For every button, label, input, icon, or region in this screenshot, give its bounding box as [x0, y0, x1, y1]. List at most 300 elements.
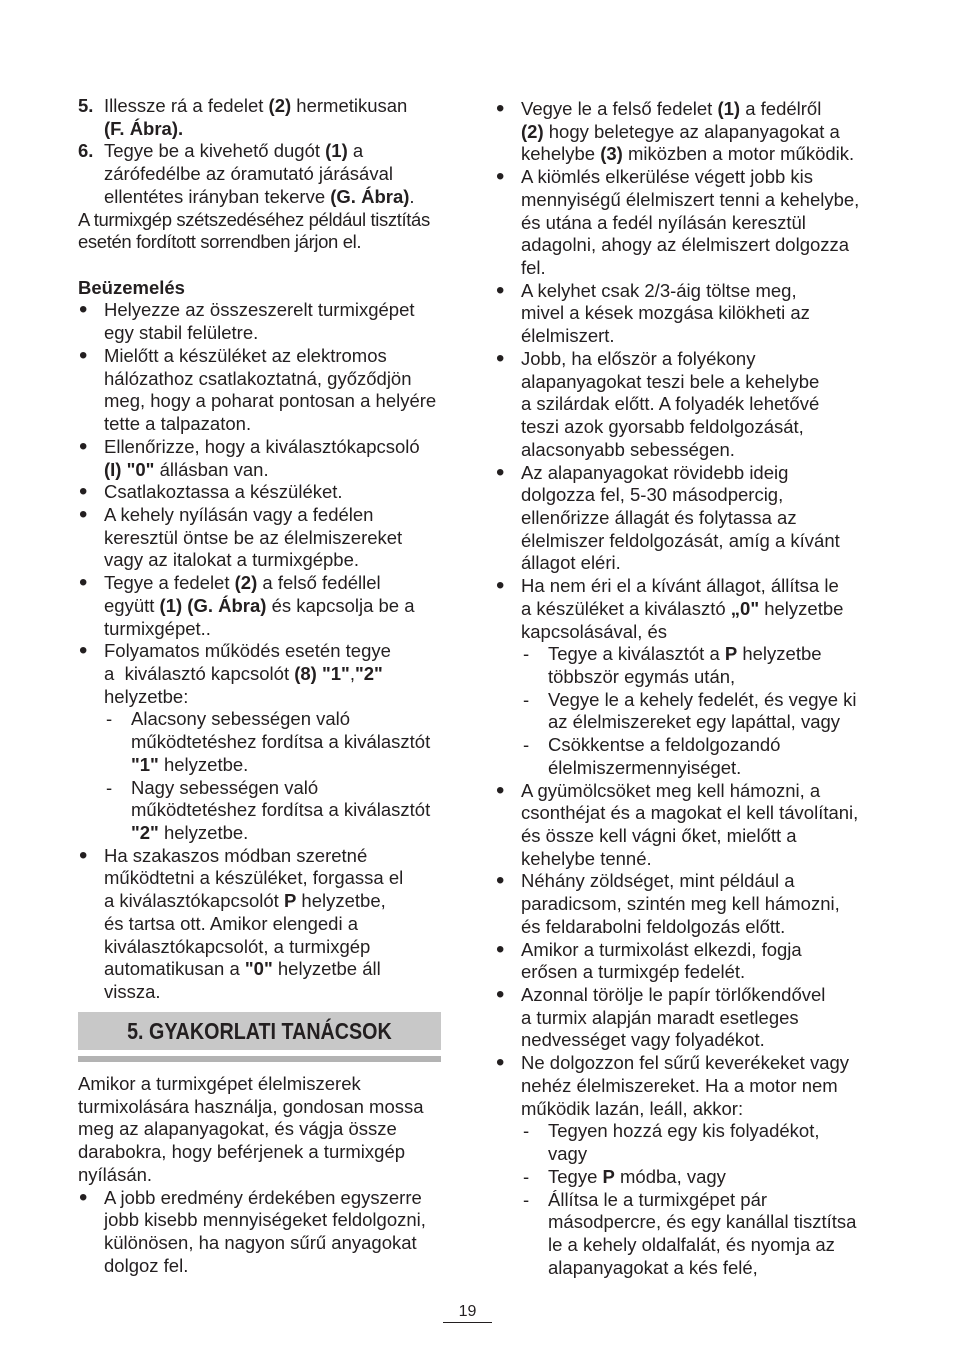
- tips-continued-list: [495, 95, 875, 1279]
- text-line: [131, 777, 444, 800]
- text-line: [521, 530, 875, 553]
- bold-text: "2": [354, 662, 383, 684]
- text-run: hermetikusan: [291, 95, 408, 116]
- item-text: [521, 734, 875, 779]
- text-run: A kehely nyílásán vagy a fedélen: [104, 503, 374, 525]
- left-column: [78, 0, 444, 1354]
- text-run: helyzetbe.: [158, 753, 249, 775]
- bold-text: (1): [325, 140, 348, 162]
- text-run: és kapcsolja be a: [266, 594, 415, 616]
- text-line: [521, 1075, 875, 1098]
- text-line: [78, 231, 444, 254]
- text-run: zárófedélbe az óramutató járásával: [104, 163, 393, 185]
- bullet-marker: •: [79, 500, 88, 528]
- text-run: A gyümölcsöket meg kell hámozni, a: [521, 779, 821, 801]
- commissioning-section: [78, 277, 444, 1004]
- text-run: és tartsa ott. Amikor elengedi a: [104, 912, 358, 934]
- step-number: 6.: [78, 140, 94, 162]
- text-run: Illessze rá a fedelet: [104, 95, 269, 116]
- text-run: élelmiszert.: [521, 325, 615, 347]
- text-line: [548, 1234, 875, 1257]
- item-text: [104, 777, 444, 845]
- text-line: [104, 867, 444, 890]
- page-number: 19: [458, 1303, 477, 1320]
- dash-item: [104, 777, 444, 845]
- text-line: [104, 1187, 444, 1210]
- text-line: [104, 663, 444, 686]
- numbered-steps: [78, 95, 444, 209]
- text-run: a készüléket a kiválasztó: [521, 597, 731, 619]
- item-text: [521, 1166, 875, 1189]
- text-line: [104, 936, 444, 959]
- text-line: [104, 345, 444, 368]
- text-line: [521, 598, 875, 621]
- dash-item: [521, 734, 875, 779]
- text-run: Tegye: [548, 1165, 603, 1187]
- numbered-step: [78, 95, 444, 140]
- item-text: [521, 1120, 875, 1165]
- bullet-marker: •: [79, 432, 88, 460]
- item-text: [495, 1049, 875, 1279]
- text-line: [104, 640, 444, 663]
- dash-marker: -: [523, 1120, 530, 1142]
- text-run: alapanyagokat a kés felé,: [548, 1256, 758, 1278]
- text-run: nehéz élelmiszereket. Ha a motor nem: [521, 1074, 838, 1096]
- tips-intro: [78, 1073, 444, 1187]
- dash-item: [104, 708, 444, 776]
- text-line: [104, 913, 444, 936]
- text-run: jobb kisebb mennyiségeket feldolgozni,: [104, 1209, 426, 1231]
- bold-text: P: [724, 643, 738, 665]
- text-line: [104, 95, 444, 118]
- text-run: A kelyhet csak 2/3-áig töltse meg,: [521, 279, 797, 301]
- item-text: [495, 163, 875, 280]
- text-run: a turmix alapján maradt esetleges: [521, 1006, 799, 1028]
- text-run: kehelybe: [521, 143, 601, 165]
- bullet-marker: •: [496, 981, 505, 1009]
- text-run: miközben a motor működik.: [622, 143, 855, 165]
- text-run: mennyiségű élelmiszert tenni a kehelybe,: [521, 188, 860, 210]
- text-run: Az alapanyagokat rövidebb ideig: [521, 461, 789, 483]
- text-line: [521, 143, 875, 166]
- text-run: Alacsony sebességen való: [131, 708, 351, 730]
- text-run: Ne dolgozzon fel sűrű keverékeket vagy: [521, 1052, 850, 1074]
- text-run: kehelybe tenné.: [521, 847, 652, 869]
- text-run: turmixgépet..: [104, 617, 211, 639]
- text-line: [104, 1209, 444, 1232]
- bold-text: „0": [730, 597, 760, 619]
- text-run: ellenőrizze állagát és folytassa az: [521, 506, 797, 528]
- text-run: paradicsom, szintén meg kell hámozni,: [521, 893, 840, 915]
- text-line: [104, 413, 444, 436]
- text-run: élelmiszer feldolgozását, amíg a kívánt: [521, 529, 840, 551]
- bullet-marker: •: [496, 95, 505, 122]
- text-run: Mielőtt a készüléket az elektromos: [104, 344, 387, 366]
- bold-text: "0": [244, 958, 273, 980]
- text-line: [104, 436, 444, 459]
- bullet-marker: •: [496, 776, 505, 804]
- text-run: Helyezze az összeszerelt turmixgépet: [104, 299, 415, 321]
- section-divider: [78, 1056, 441, 1062]
- text-line: [521, 984, 875, 1007]
- text-run: Vegye le a kehely fedelét, és vegye ki: [548, 688, 857, 710]
- item-text: [78, 296, 444, 344]
- text-line: [521, 393, 875, 416]
- text-line: [521, 802, 875, 825]
- bold-text: (8) "1": [294, 662, 350, 684]
- bullet-marker: •: [496, 935, 505, 963]
- bold-text: (2): [268, 95, 292, 116]
- text-line: [548, 666, 875, 689]
- text-line: [131, 731, 444, 754]
- text-line: [521, 462, 875, 485]
- text-line: [548, 1143, 875, 1166]
- bold-text: (2): [521, 120, 544, 142]
- item-text: [495, 344, 875, 462]
- text-line: [521, 212, 875, 235]
- text-line: [104, 118, 444, 141]
- item-text: [78, 341, 444, 436]
- bullet-item: [78, 432, 444, 481]
- commissioning-list: [78, 296, 444, 1003]
- item-text: [521, 643, 875, 688]
- bullet-marker: •: [79, 841, 88, 869]
- dash-marker: -: [523, 1188, 530, 1210]
- text-line: [521, 1098, 875, 1121]
- text-run: keresztül öntse be az élelmiszereket: [104, 526, 403, 548]
- bold-text: (1): [717, 98, 741, 119]
- bullet-item: [78, 478, 444, 506]
- bullet-marker: •: [496, 163, 505, 191]
- text-run: kapcsolásával, és: [521, 620, 668, 642]
- right-column: [495, 0, 875, 1354]
- text-line: [521, 234, 875, 257]
- bullet-item: [495, 276, 875, 348]
- text-run: és utána a fedél nyílásán keresztül: [521, 211, 806, 233]
- text-line: [78, 1073, 444, 1096]
- item-text: [495, 867, 875, 938]
- bullet-item: [78, 637, 444, 844]
- text-run: nyílásán.: [78, 1163, 153, 1185]
- text-run: adagolni, ahogy az élelmiszert dolgozza: [521, 234, 850, 256]
- step-number: 5.: [78, 95, 94, 116]
- text-run: az élelmiszereket egy lapáttal, vagy: [548, 711, 841, 733]
- text-line: [521, 621, 875, 644]
- text-run: ellentétes irányban tekerve: [104, 185, 331, 207]
- text-line: [521, 893, 875, 916]
- bullet-item: [495, 981, 875, 1052]
- text-run: helyzetbe,: [296, 890, 386, 912]
- text-line: [104, 368, 444, 391]
- text-line: [104, 686, 444, 709]
- text-line: [521, 371, 875, 394]
- text-line: [104, 1232, 444, 1255]
- item-text: [104, 708, 444, 776]
- text-run: vagy: [548, 1143, 588, 1165]
- text-run: A kiömlés elkerülése végett jobb kis: [521, 166, 814, 188]
- item-text: [78, 95, 444, 140]
- bullet-item: [78, 841, 444, 1004]
- item-text: [78, 500, 444, 572]
- text-line: [548, 689, 875, 712]
- dash-marker: -: [523, 643, 530, 665]
- text-line: [521, 1029, 875, 1052]
- text-line: [104, 186, 444, 209]
- item-text: [78, 432, 444, 481]
- bold-text: P: [283, 890, 297, 912]
- text-line: [104, 572, 444, 595]
- text-run: Amikor a turmixgépet élelmiszerek: [78, 1073, 361, 1094]
- text-line: [521, 848, 875, 871]
- bullet-item: [495, 344, 875, 462]
- bullet-marker: •: [79, 296, 88, 324]
- text-run: turmixolására használja, gondosan mossa: [78, 1095, 424, 1117]
- text-run: helyzetbe.: [158, 822, 249, 843]
- text-run: hálózathoz csatlakoztatná, győződjön: [104, 367, 412, 389]
- item-text: [495, 572, 875, 779]
- text-line: [521, 961, 875, 984]
- text-run: A turmixgép szétszedéséhez például tisztítás: [78, 208, 430, 230]
- item-text: [78, 1183, 444, 1278]
- text-run: helyzetbe:: [104, 685, 189, 707]
- bullet-marker: •: [79, 341, 88, 369]
- dash-item: [521, 1166, 875, 1189]
- text-line: [131, 708, 444, 731]
- text-run: Azonnal törölje le papír törlőkendővel: [521, 984, 826, 1006]
- text-run: vagy az italokat a turmixgépbe.: [104, 549, 360, 571]
- text-run: Tegyen hozzá egy kis folyadékot,: [548, 1120, 820, 1142]
- text-run: Ha szakaszos módban szeretné: [104, 844, 368, 866]
- text-line: [521, 439, 875, 462]
- text-run: működtetéshez fordítsa a kiválasztót: [131, 799, 431, 821]
- text-line: [104, 299, 444, 322]
- dash-item: [521, 643, 875, 688]
- item-text: [495, 935, 875, 984]
- text-line: [521, 916, 875, 939]
- dash-marker: -: [106, 708, 113, 730]
- numbered-step: [78, 140, 444, 208]
- text-line: [548, 1166, 875, 1189]
- text-run: dolgoz fel.: [104, 1254, 189, 1276]
- text-line: [521, 484, 875, 507]
- text-run: automatikusan a: [104, 958, 245, 980]
- text-run: alacsonyabb sebességen.: [521, 438, 735, 460]
- text-run: módba, vagy: [614, 1165, 726, 1187]
- text-line: [521, 280, 875, 303]
- bold-text: (G. Ábra): [330, 185, 410, 207]
- text-run: Tegye a kiválasztót a: [548, 643, 725, 665]
- text-run: helyzetbe: [737, 643, 822, 665]
- text-run: Nagy sebességen való: [131, 776, 319, 798]
- text-line: [548, 734, 875, 757]
- bullet-marker: •: [496, 1049, 505, 1077]
- text-run: és feldarabolni feldolgozás előtt.: [521, 915, 786, 937]
- item-text: [521, 1189, 875, 1280]
- text-run: Amikor a turmixolást elkezdi, fogja: [521, 938, 802, 960]
- text-run: ,: [349, 662, 355, 684]
- text-line: [104, 845, 444, 868]
- text-line: [78, 1096, 444, 1119]
- text-line: [104, 1255, 444, 1278]
- text-run: dolgozza fel, 5-30 másodpercig,: [521, 484, 784, 506]
- text-line: [521, 325, 875, 348]
- text-line: [78, 209, 444, 232]
- bullet-marker: •: [496, 572, 505, 600]
- text-run: hogy beletegye az alapanyagokat a: [543, 120, 840, 142]
- dash-marker: -: [106, 776, 113, 798]
- item-text: [78, 637, 444, 844]
- dash-marker: -: [523, 1165, 530, 1187]
- text-run: mivel a kések mozgása kilökheti az: [521, 302, 810, 324]
- text-line: [521, 302, 875, 325]
- bullet-marker: •: [496, 867, 505, 895]
- text-line: [104, 163, 444, 186]
- text-line: [521, 348, 875, 371]
- text-run: .: [409, 185, 415, 207]
- text-run: Állítsa le a turmixgépet pár: [548, 1188, 768, 1210]
- bullet-marker: •: [79, 637, 88, 665]
- dash-item: [521, 689, 875, 734]
- text-run: együtt: [104, 594, 160, 616]
- text-run: tette a talpazaton.: [104, 413, 252, 435]
- text-line: [104, 390, 444, 413]
- text-line: [548, 757, 875, 780]
- text-run: működtetni a készüléket, forgassa el: [104, 867, 404, 889]
- text-run: élelmiszermennyiséget.: [548, 756, 742, 778]
- text-line: [521, 939, 875, 962]
- text-run: Vegye le a felső fedelet: [521, 98, 718, 119]
- section-heading: 5. GYAKORLATI TANÁCSOK: [127, 1018, 392, 1044]
- text-run: működtetéshez fordítsa a kiválasztót: [131, 731, 431, 753]
- text-line: [521, 870, 875, 893]
- text-line: [104, 459, 444, 482]
- item-text: [78, 841, 444, 1004]
- text-line: [104, 890, 444, 913]
- bullet-item: [495, 163, 875, 280]
- text-line: [548, 711, 875, 734]
- dash-marker: -: [523, 688, 530, 710]
- item-text: [495, 95, 875, 166]
- text-line: [521, 1052, 875, 1075]
- text-run: helyzetbe: [759, 597, 844, 619]
- text-line: [548, 643, 875, 666]
- dash-item: [521, 1120, 875, 1165]
- text-run: állagot eléri.: [521, 552, 621, 574]
- bold-text: (F. Ábra).: [104, 117, 184, 139]
- text-line: [104, 958, 444, 981]
- text-line: [104, 481, 444, 504]
- text-line: [521, 1007, 875, 1030]
- text-run: meg, hogy a poharat pontosan a helyére: [104, 390, 437, 412]
- bold-text: P: [602, 1165, 615, 1187]
- text-line: [104, 549, 444, 572]
- text-run: Tegye be a kivehető dugót: [104, 140, 326, 162]
- bold-text: (2): [234, 572, 258, 594]
- text-line: [521, 552, 875, 575]
- text-run: Jobb, ha először a folyékony: [521, 347, 756, 369]
- text-run: a kiválasztó kapcsolót: [104, 662, 295, 684]
- text-run: fel.: [521, 257, 546, 279]
- bullet-item: [78, 569, 444, 640]
- text-run: Csatlakoztassa a készüléket.: [104, 481, 343, 503]
- text-run: Ha nem éri el a kívánt állagot, állítsa le: [521, 575, 839, 597]
- text-run: különösen, ha nagyon sűrű anyagokat: [104, 1232, 417, 1254]
- text-line: [521, 121, 875, 144]
- text-line: [521, 825, 875, 848]
- item-text: [495, 981, 875, 1052]
- bullet-marker: •: [79, 569, 88, 597]
- page-footer: [443, 1302, 492, 1323]
- text-line: [521, 166, 875, 189]
- text-line: [521, 780, 875, 803]
- bullet-item: [495, 935, 875, 984]
- text-run: csonthéjat és a magokat el kell távolítani,: [521, 802, 859, 824]
- text-line: [78, 1118, 444, 1141]
- text-run: állásban van.: [154, 458, 269, 480]
- text-run: Folyamatos működés esetén tegye: [104, 640, 391, 662]
- bullet-item: [495, 1049, 875, 1279]
- item-text: [495, 458, 875, 576]
- text-line: [131, 754, 444, 777]
- text-run: Ellenőrizze, hogy a kiválasztókapcsoló: [104, 435, 420, 457]
- text-run: a szilárdak előtt. A folyadék lehetővé: [521, 393, 820, 415]
- bullet-item: [78, 500, 444, 572]
- bold-text: (3): [600, 143, 623, 165]
- item-text: [495, 276, 875, 348]
- text-run: nedvességet vagy folyadékot.: [521, 1029, 765, 1051]
- bold-text: "2": [131, 822, 159, 843]
- text-run: esetén fordított sorrendben járjon el.: [78, 231, 362, 253]
- text-run: egy stabil felületre.: [104, 322, 259, 344]
- text-line: [548, 1211, 875, 1234]
- text-run: kiválasztókapcsolót, a turmixgép: [104, 935, 371, 957]
- text-line: [78, 1141, 444, 1164]
- text-run: Csökkentse a feldolgozandó: [548, 734, 781, 756]
- text-run: a kiválasztókapcsolót: [104, 890, 284, 912]
- text-line: [521, 507, 875, 530]
- bullet-marker: •: [496, 458, 505, 486]
- text-run: a fedélről: [740, 98, 822, 119]
- text-run: meg az alapanyagokat, és vágja össze: [78, 1118, 397, 1140]
- text-line: [104, 322, 444, 345]
- tips-list: [78, 1183, 444, 1278]
- bold-text: (I) "0": [104, 458, 155, 480]
- text-line: [521, 98, 875, 121]
- text-run: alapanyagokat teszi bele a kehelybe: [521, 370, 820, 392]
- item-text: [78, 569, 444, 640]
- text-line: [548, 1120, 875, 1143]
- section-heading-bar: [78, 1012, 441, 1050]
- bullet-marker: •: [496, 276, 505, 304]
- item-text: [78, 478, 444, 506]
- commissioning-heading: Beüzemelés: [78, 276, 185, 298]
- bullet-marker: •: [79, 478, 88, 506]
- tips-flow: [78, 1073, 444, 1277]
- text-line: [104, 618, 444, 641]
- item-text: [495, 776, 875, 871]
- bullet-item: [495, 458, 875, 576]
- text-line: [104, 527, 444, 550]
- text-run: Néhány zöldséget, mint például a: [521, 870, 795, 892]
- text-line: [521, 575, 875, 598]
- bullet-item: [78, 1183, 444, 1278]
- text-run: a felső fedéllel: [257, 572, 381, 594]
- text-run: többször egymás után,: [548, 665, 736, 687]
- text-run: másodpercre, és egy kanállal tisztítsa: [548, 1211, 857, 1233]
- item-text: [521, 689, 875, 734]
- text-line: [131, 822, 444, 845]
- text-run: darabokra, hogy beférjenek a turmixgép: [78, 1141, 406, 1163]
